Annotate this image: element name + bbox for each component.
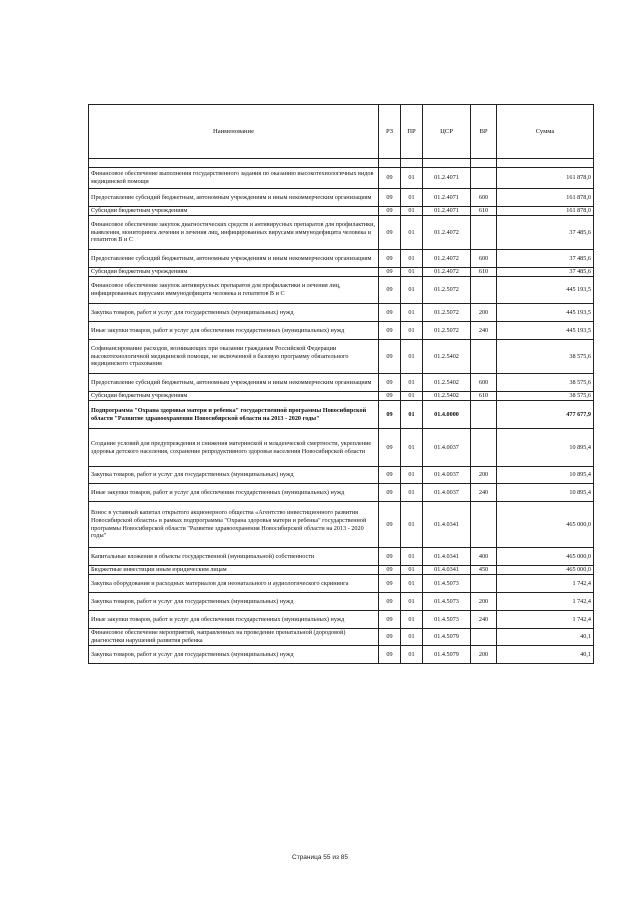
cell-csr: 01.2.5402 [423, 340, 471, 374]
cell-name: Иные закупки товаров, работ и услуг для обеспечения государственных (муниципальных) нужд [89, 611, 379, 629]
cell-sum: 10 895,4 [497, 429, 594, 467]
cell-pr: 01 [401, 611, 423, 629]
cell-vr: 600 [471, 250, 497, 268]
cell-pr: 01 [401, 322, 423, 340]
cell-sum: 10 895,4 [497, 467, 594, 484]
cell-sum: 477 677,9 [497, 401, 594, 429]
cell-vr [471, 575, 497, 593]
cell-csr: 01.4.0341 [423, 502, 471, 548]
table-row [89, 168, 594, 189]
cell-csr: 01.2.5072 [423, 304, 471, 322]
cell-csr: 01.2.5072 [423, 277, 471, 304]
cell-name: Взнос в уставный капитал открытого акционерного общества «Агентство инвестиционного развития Новосибирской области» в рамках подпрограммы "Охрана здоровья матери и ребенка" государственной программы Новосибирской области "Развитие здравоохранения Новосибирской области на 2013 - 2020 годы" [89, 502, 379, 548]
header-csr: ЦСР [423, 105, 471, 159]
cell-sum: 37 485,6 [497, 268, 594, 277]
cell-csr: 01.2.4072 [423, 250, 471, 268]
table-row [89, 392, 594, 401]
cell-name: Создание условий для предупреждения и снижения материнской и младенческой смертности, укрепление здоровья детского населения, сохранение репродуктивного здоровья населения Новосибирской области [89, 429, 379, 467]
table-row [89, 566, 594, 575]
cell-name: Предоставление субсидий бюджетным, автономным учреждениям и иным некоммерческим организациям [89, 189, 379, 207]
cell-csr: 01.4.0000 [423, 401, 471, 429]
cell-csr: 01.2.4071 [423, 207, 471, 216]
cell-sum: 40,1 [497, 646, 594, 664]
cell-name: Предоставление субсидий бюджетным, автономным учреждениям и иным некоммерческим организациям [89, 374, 379, 392]
cell-csr: 01.2.5402 [423, 374, 471, 392]
header-name: Наименование [89, 105, 379, 159]
cell-sum: 38 575,6 [497, 392, 594, 401]
cell-csr: 01.4.0341 [423, 548, 471, 566]
cell-pr: 01 [401, 392, 423, 401]
cell-name: Капитальные вложения в объекты государственной (муниципальной) собственности [89, 548, 379, 566]
header-gap-row [89, 159, 594, 168]
table-row [89, 629, 594, 646]
table-row [89, 268, 594, 277]
table-row [89, 429, 594, 467]
cell-csr: 01.2.4071 [423, 168, 471, 189]
table-row [89, 401, 594, 429]
cell-vr: 200 [471, 646, 497, 664]
cell-name: Закупка товаров, работ и услуг для государственных (муниципальных) нужд [89, 646, 379, 664]
cell-rz: 09 [379, 392, 401, 401]
cell-pr: 01 [401, 304, 423, 322]
cell-sum: 161 878,0 [497, 207, 594, 216]
cell-vr: 240 [471, 484, 497, 502]
cell-name: Закупка товаров, работ и услуг для государственных (муниципальных) нужд [89, 593, 379, 611]
cell-pr: 01 [401, 268, 423, 277]
cell-vr: 610 [471, 268, 497, 277]
cell-vr: 610 [471, 392, 497, 401]
budget-table [88, 104, 594, 664]
cell-sum: 1 742,4 [497, 611, 594, 629]
table-row [89, 189, 594, 207]
cell-name: Закупка товаров, работ и услуг для государственных (муниципальных) нужд [89, 467, 379, 484]
cell-rz: 09 [379, 189, 401, 207]
cell-name: Финансовое обеспечение закупок диагностических средств и антивирусных препаратов для профилактики, выявления, мониторинга лечения и лечения лиц, инфицированных вирусами иммунодефицита человека и гепатитов В и С [89, 216, 379, 250]
cell-pr: 01 [401, 277, 423, 304]
cell-sum: 465 000,0 [497, 502, 594, 548]
cell-csr: 01.4.5073 [423, 611, 471, 629]
table-row [89, 467, 594, 484]
cell-name: Закупка оборудования и расходных материалов для неонатального и аудиологического скрининга [89, 575, 379, 593]
header-vr: ВР [471, 105, 497, 159]
cell-sum: 40,1 [497, 629, 594, 646]
cell-pr: 01 [401, 216, 423, 250]
cell-rz: 09 [379, 575, 401, 593]
cell-rz: 09 [379, 277, 401, 304]
cell-rz: 09 [379, 374, 401, 392]
cell-pr: 01 [401, 467, 423, 484]
table-row [89, 374, 594, 392]
table-row [89, 611, 594, 629]
cell-vr [471, 277, 497, 304]
cell-pr: 01 [401, 401, 423, 429]
cell-rz: 09 [379, 250, 401, 268]
cell-vr [471, 340, 497, 374]
cell-sum: 37 485,6 [497, 216, 594, 250]
cell-rz: 09 [379, 484, 401, 502]
table-row [89, 593, 594, 611]
cell-vr: 240 [471, 322, 497, 340]
cell-pr: 01 [401, 629, 423, 646]
cell-sum: 445 193,5 [497, 304, 594, 322]
cell-rz: 09 [379, 268, 401, 277]
cell-rz: 09 [379, 611, 401, 629]
cell-sum: 161 878,0 [497, 189, 594, 207]
cell-vr [471, 502, 497, 548]
cell-sum: 38 575,6 [497, 340, 594, 374]
table-body [89, 159, 594, 664]
cell-pr: 01 [401, 374, 423, 392]
header-pr: ПР [401, 105, 423, 159]
cell-name: Субсидии бюджетным учреждениям [89, 207, 379, 216]
cell-pr: 01 [401, 429, 423, 467]
cell-sum: 38 575,6 [497, 374, 594, 392]
cell-sum: 1 742,4 [497, 593, 594, 611]
cell-vr [471, 401, 497, 429]
cell-csr: 01.4.5079 [423, 629, 471, 646]
cell-pr: 01 [401, 502, 423, 548]
cell-pr: 01 [401, 593, 423, 611]
cell-vr: 240 [471, 611, 497, 629]
cell-rz: 09 [379, 629, 401, 646]
cell-sum: 445 193,5 [497, 322, 594, 340]
cell-sum: 465 000,0 [497, 566, 594, 575]
cell-rz: 09 [379, 401, 401, 429]
cell-rz: 09 [379, 216, 401, 250]
cell-vr [471, 216, 497, 250]
cell-pr: 01 [401, 646, 423, 664]
cell-name: Бюджетные инвестиции иным юридическим лицам [89, 566, 379, 575]
cell-vr [471, 629, 497, 646]
table-row [89, 250, 594, 268]
cell-name: Финансовое обеспечение закупок антивирусных препаратов для профилактики и лечения лиц, инфицированных вирусами иммунодефицита человека и гепатитов В и С [89, 277, 379, 304]
cell-csr: 01.2.4071 [423, 189, 471, 207]
cell-vr: 600 [471, 374, 497, 392]
page-footer: Страница 55 из 85 [292, 854, 348, 861]
cell-rz: 09 [379, 467, 401, 484]
cell-name: Субсидии бюджетным учреждениям [89, 268, 379, 277]
cell-name: Финансовое обеспечение мероприятий, направленных на проведение пренатальной (дородовой) диагностики нарушений развития ребенка [89, 629, 379, 646]
cell-rz: 09 [379, 429, 401, 467]
cell-pr: 01 [401, 548, 423, 566]
cell-vr: 600 [471, 189, 497, 207]
cell-rz: 09 [379, 502, 401, 548]
table-row [89, 502, 594, 548]
cell-name: Подпрограмма "Охрана здоровья матери и ребенка" государственной программы Новосибирской области "Развитие здравоохранения Новосибирской области на 2013 - 2020 годы" [89, 401, 379, 429]
cell-csr: 01.2.5402 [423, 392, 471, 401]
table-row [89, 340, 594, 374]
cell-pr: 01 [401, 207, 423, 216]
cell-name: Финансовое обеспечение выполнения государственного задания по оказанию высокотехнологичных видов медицинской помощи [89, 168, 379, 189]
cell-csr: 01.4.0037 [423, 484, 471, 502]
cell-name: Иные закупки товаров, работ и услуг для обеспечения государственных (муниципальных) нужд [89, 322, 379, 340]
cell-sum: 445 193,5 [497, 277, 594, 304]
table-row [89, 277, 594, 304]
cell-pr: 01 [401, 168, 423, 189]
cell-csr: 01.4.0341 [423, 566, 471, 575]
cell-pr: 01 [401, 250, 423, 268]
cell-vr [471, 429, 497, 467]
cell-vr: 400 [471, 548, 497, 566]
cell-name: Иные закупки товаров, работ и услуг для обеспечения государственных (муниципальных) нужд [89, 484, 379, 502]
cell-pr: 01 [401, 566, 423, 575]
cell-csr: 01.4.5073 [423, 593, 471, 611]
table-header-row [89, 105, 594, 159]
cell-csr: 01.2.4072 [423, 268, 471, 277]
cell-name: Закупка товаров, работ и услуг для государственных (муниципальных) нужд [89, 304, 379, 322]
cell-vr: 200 [471, 467, 497, 484]
cell-vr: 200 [471, 304, 497, 322]
cell-sum: 465 000,0 [497, 548, 594, 566]
cell-vr: 610 [471, 207, 497, 216]
cell-sum: 37 485,6 [497, 250, 594, 268]
cell-sum: 10 895,4 [497, 484, 594, 502]
table-row [89, 646, 594, 664]
cell-pr: 01 [401, 340, 423, 374]
table-row [89, 548, 594, 566]
cell-name: Субсидии бюджетным учреждениям [89, 392, 379, 401]
cell-vr [471, 168, 497, 189]
cell-csr: 01.2.4072 [423, 216, 471, 250]
header-sum: Сумма [497, 105, 594, 159]
cell-pr: 01 [401, 575, 423, 593]
table-row [89, 304, 594, 322]
header-rz: РЗ [379, 105, 401, 159]
cell-sum: 161 878,0 [497, 168, 594, 189]
cell-sum: 1 742,4 [497, 575, 594, 593]
cell-vr: 200 [471, 593, 497, 611]
cell-csr: 01.4.0037 [423, 429, 471, 467]
table-row [89, 216, 594, 250]
table-row [89, 207, 594, 216]
cell-rz: 09 [379, 548, 401, 566]
cell-name: Предоставление субсидий бюджетным, автономным учреждениям и иным некоммерческим организациям [89, 250, 379, 268]
cell-csr: 01.4.5073 [423, 575, 471, 593]
cell-rz: 09 [379, 340, 401, 374]
cell-rz: 09 [379, 646, 401, 664]
cell-vr: 450 [471, 566, 497, 575]
cell-name: Софинансирование расходов, возникающих при оказании гражданам Российской Федерации высокотехнологичной медицинской помощи, не включенной в базовую программу обязательного медицинского страхования [89, 340, 379, 374]
cell-rz: 09 [379, 566, 401, 575]
cell-rz: 09 [379, 168, 401, 189]
cell-rz: 09 [379, 304, 401, 322]
cell-pr: 01 [401, 189, 423, 207]
cell-csr: 01.4.5079 [423, 646, 471, 664]
table-row [89, 484, 594, 502]
cell-pr: 01 [401, 484, 423, 502]
cell-rz: 09 [379, 322, 401, 340]
cell-rz: 09 [379, 207, 401, 216]
cell-rz: 09 [379, 593, 401, 611]
table-row [89, 575, 594, 593]
cell-csr: 01.4.0037 [423, 467, 471, 484]
table-row [89, 322, 594, 340]
cell-csr: 01.2.5072 [423, 322, 471, 340]
